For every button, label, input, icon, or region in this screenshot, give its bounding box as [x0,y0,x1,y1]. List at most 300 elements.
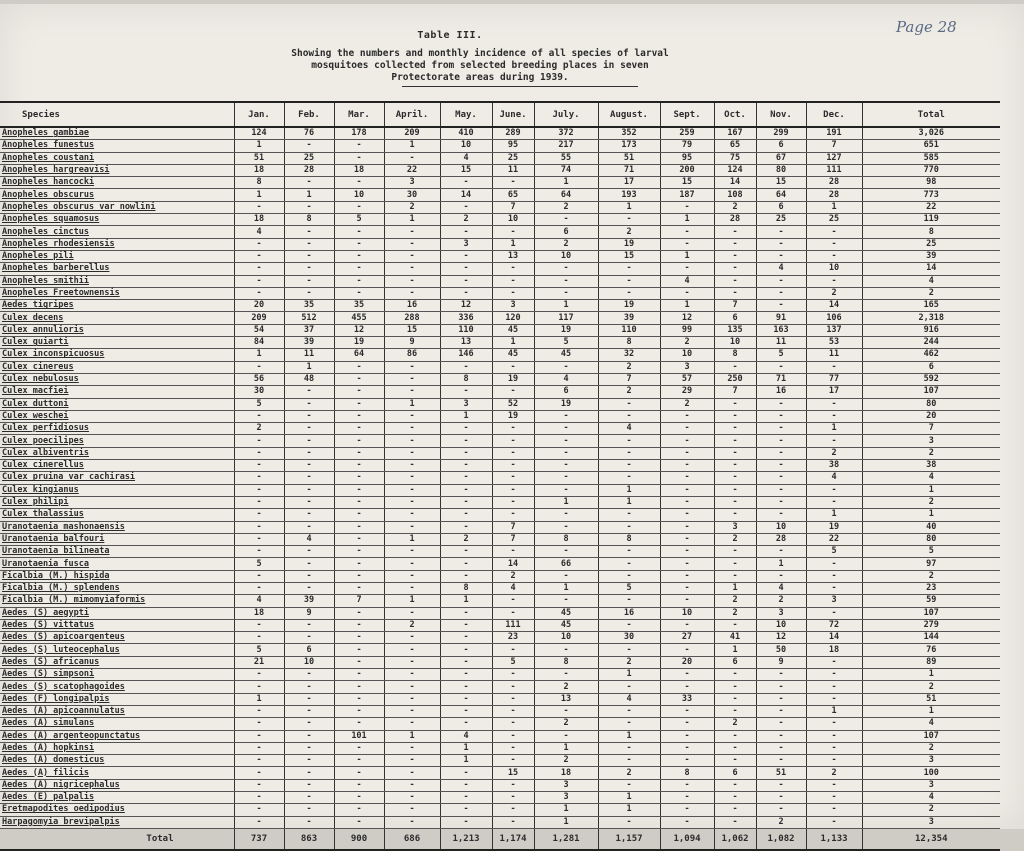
column-total-cell: 1,062 [714,828,756,850]
month-count-cell: - [234,275,284,287]
month-count-cell: 1 [384,398,440,410]
month-count-cell: 23 [492,632,534,644]
month-count-cell: - [334,669,384,681]
month-count-cell: - [284,496,334,508]
month-count-cell: - [384,607,440,619]
month-count-cell: - [334,582,384,594]
month-count-cell: - [756,693,806,705]
species-name: Aedes (A) simulans [2,718,95,729]
month-count-cell: - [660,669,714,681]
month-count-cell: 18 [234,214,284,226]
month-count-cell: 71 [756,373,806,385]
month-count-cell: 2 [534,201,598,213]
month-count-cell: - [756,496,806,508]
month-count-cell: - [806,582,862,594]
month-count-cell: - [234,792,284,804]
month-count-cell: - [492,705,534,717]
month-count-cell: - [384,693,440,705]
row-total-cell: 89 [862,656,1000,668]
month-count-cell: 259 [660,127,714,140]
month-count-cell: 28 [714,214,756,226]
month-count-cell: - [806,484,862,496]
month-count-cell: - [534,730,598,742]
month-count-cell: 2 [234,423,284,435]
month-count-cell: 2 [440,533,492,545]
species-name-cell [0,521,234,533]
species-name: Aedes (S) apicoargenteus [2,632,125,643]
month-count-cell: 372 [534,127,598,140]
month-count-cell: 66 [534,558,598,570]
table-row [0,619,1000,631]
month-count-cell: - [492,644,534,656]
month-count-cell: 5 [492,656,534,668]
species-name: Culex inconspicuosus [2,349,105,360]
month-count-cell: 15 [660,177,714,189]
month-count-cell: 2 [756,595,806,607]
month-count-cell: - [534,595,598,607]
month-count-cell: - [534,460,598,472]
month-count-cell: - [756,275,806,287]
table-row [0,816,1000,828]
species-name-cell [0,742,234,754]
species-name: Culex thalassius [2,509,84,520]
month-count-cell: - [756,509,806,521]
month-count-cell: - [492,742,534,754]
month-count-cell: 2 [598,656,660,668]
month-count-cell: 2 [384,201,440,213]
table-row [0,632,1000,644]
month-count-cell: - [440,656,492,668]
month-count-cell: - [234,410,284,422]
month-count-cell: - [284,435,334,447]
table-row [0,742,1000,754]
row-total-cell: 76 [862,644,1000,656]
month-count-cell: 55 [534,152,598,164]
month-count-cell: - [234,546,284,558]
month-count-cell: 146 [440,349,492,361]
month-count-cell: - [284,177,334,189]
month-count-cell: 13 [492,250,534,262]
month-count-cell: 1 [440,410,492,422]
month-count-cell: - [598,742,660,754]
month-count-cell: 2 [714,533,756,545]
month-count-cell: - [756,570,806,582]
month-count-cell: 137 [806,324,862,336]
total-row [0,828,1000,850]
month-count-cell: 1 [492,238,534,250]
month-count-cell: 20 [660,656,714,668]
month-count-cell: 11 [284,349,334,361]
month-count-cell: - [660,742,714,754]
month-count-cell: - [284,521,334,533]
table-row [0,361,1000,373]
month-count-cell: - [384,447,440,459]
month-count-cell: - [234,263,284,275]
month-count-cell: 178 [334,127,384,140]
species-table [0,103,1000,851]
month-count-cell: - [284,226,334,238]
month-count-cell: - [534,214,598,226]
month-count-cell: 1 [598,496,660,508]
month-count-cell: - [598,681,660,693]
month-count-cell: 30 [384,189,440,201]
month-count-cell: 28 [284,164,334,176]
row-total-cell: 165 [862,300,1000,312]
table-title: Table III. [417,30,483,41]
species-name-cell [0,460,234,472]
month-count-cell: - [334,632,384,644]
month-count-cell: 1 [384,730,440,742]
species-name-cell [0,287,234,299]
month-count-cell: - [660,595,714,607]
species-name-cell [0,718,234,730]
month-count-cell: - [384,373,440,385]
month-count-cell: - [534,644,598,656]
month-count-cell: - [756,238,806,250]
month-count-cell: - [284,423,334,435]
table-row [0,656,1000,668]
month-count-cell: - [660,521,714,533]
month-count-cell: - [440,435,492,447]
row-total-cell: 585 [862,152,1000,164]
month-count-cell: - [334,816,384,828]
species-name-cell [0,644,234,656]
month-count-cell: - [714,472,756,484]
row-total-cell: 8 [862,226,1000,238]
month-count-cell: - [492,669,534,681]
table-row [0,164,1000,176]
month-count-cell: 1 [534,804,598,816]
month-count-cell: - [534,546,598,558]
table-subtitle [250,48,710,84]
row-total-cell: 3 [862,779,1000,791]
month-count-cell: - [384,767,440,779]
month-count-cell: 12 [440,300,492,312]
month-count-cell: 8 [598,337,660,349]
month-count-cell: - [384,152,440,164]
month-count-cell: - [334,804,384,816]
month-count-cell: - [756,300,806,312]
month-count-cell: 25 [284,152,334,164]
row-total-cell: 3 [862,755,1000,767]
month-count-cell: 1 [492,337,534,349]
month-count-cell: 299 [756,127,806,140]
month-count-cell: 1 [284,361,334,373]
month-count-cell: - [334,533,384,545]
month-count-cell: - [334,226,384,238]
month-count-cell: - [334,767,384,779]
table-row [0,152,1000,164]
month-count-cell: - [234,447,284,459]
table-row [0,386,1000,398]
month-count-cell: 67 [756,152,806,164]
column-header: Total [862,103,1000,127]
month-count-cell: - [806,570,862,582]
species-name-cell [0,386,234,398]
month-count-cell: - [534,570,598,582]
month-count-cell: 1 [660,214,714,226]
month-count-cell: - [660,435,714,447]
month-count-cell: - [334,742,384,754]
month-count-cell: - [440,226,492,238]
table-row [0,275,1000,287]
month-count-cell: - [334,558,384,570]
month-count-cell: - [284,804,334,816]
month-count-cell: - [756,361,806,373]
species-name-cell [0,312,234,324]
month-count-cell: 5 [234,644,284,656]
month-count-cell: - [714,558,756,570]
month-count-cell: 86 [384,349,440,361]
month-count-cell: 19 [806,521,862,533]
month-count-cell: 8 [534,533,598,545]
month-count-cell: - [234,361,284,373]
month-count-cell: - [660,496,714,508]
month-count-cell: 10 [714,337,756,349]
species-name-cell [0,349,234,361]
month-count-cell: 5 [334,214,384,226]
species-name: Aedes (F) longipalpis [2,693,110,704]
month-count-cell: 6 [534,226,598,238]
month-count-cell: - [440,546,492,558]
month-count-cell: 2 [660,398,714,410]
month-count-cell: - [756,742,806,754]
month-count-cell: 7 [492,521,534,533]
species-name-cell [0,705,234,717]
month-count-cell: - [660,558,714,570]
month-count-cell: - [660,582,714,594]
month-count-cell: 16 [756,386,806,398]
column-header: Dec. [806,103,862,127]
month-count-cell: - [384,472,440,484]
month-count-cell: - [714,730,756,742]
month-count-cell: - [714,410,756,422]
table-footer [0,828,1000,850]
table-row [0,755,1000,767]
month-count-cell: - [284,779,334,791]
month-count-cell: 30 [598,632,660,644]
month-count-cell: 10 [660,349,714,361]
month-count-cell: - [334,570,384,582]
month-count-cell: - [534,361,598,373]
species-name: Aedes (S) scatophagoides [2,681,125,692]
month-count-cell: 2 [714,201,756,213]
month-count-cell: 3 [384,177,440,189]
month-count-cell: 19 [598,238,660,250]
month-count-cell: 200 [660,164,714,176]
row-total-cell: 80 [862,533,1000,545]
month-count-cell: - [660,460,714,472]
month-count-cell: 2 [806,287,862,299]
month-count-cell: 1 [534,816,598,828]
month-count-cell: 50 [756,644,806,656]
month-count-cell: - [492,484,534,496]
month-count-cell: - [492,263,534,275]
month-count-cell: - [714,250,756,262]
month-count-cell: - [598,570,660,582]
month-count-cell: - [334,140,384,152]
month-count-cell: - [806,398,862,410]
table-row [0,250,1000,262]
month-count-cell: 3 [660,361,714,373]
column-header: Feb. [284,103,334,127]
month-count-cell: 163 [756,324,806,336]
table-row [0,509,1000,521]
month-count-cell: - [334,755,384,767]
column-total-cell: 1,133 [806,828,862,850]
month-count-cell: 25 [806,214,862,226]
month-count-cell: - [284,619,334,631]
row-total-cell: 38 [862,460,1000,472]
month-count-cell: - [598,816,660,828]
table-row [0,226,1000,238]
species-name: Culex guiarti [2,337,69,348]
row-total-cell: 3,026 [862,127,1000,140]
month-count-cell: - [756,792,806,804]
month-count-cell: 191 [806,127,862,140]
handwritten-page-note: Page 28 [896,18,957,36]
month-count-cell: - [284,250,334,262]
month-count-cell: 3 [534,792,598,804]
table-row [0,435,1000,447]
month-count-cell: 3 [492,300,534,312]
month-count-cell: - [534,669,598,681]
month-count-cell: - [334,619,384,631]
month-count-cell: - [492,718,534,730]
month-count-cell: 8 [440,373,492,385]
month-count-cell: - [714,275,756,287]
column-total-cell: 1,094 [660,828,714,850]
month-count-cell: 209 [234,312,284,324]
month-count-cell: - [756,779,806,791]
species-name-cell [0,238,234,250]
month-count-cell: 250 [714,373,756,385]
month-count-cell: - [440,201,492,213]
month-count-cell: 108 [714,189,756,201]
month-count-cell: 4 [234,226,284,238]
species-name-cell [0,127,234,140]
month-count-cell: - [598,546,660,558]
species-name-cell [0,201,234,213]
column-total-cell: 1,174 [492,828,534,850]
month-count-cell: 410 [440,127,492,140]
month-count-cell: - [534,521,598,533]
column-total-cell: 1,082 [756,828,806,850]
month-count-cell: 65 [714,140,756,152]
month-count-cell: 64 [334,349,384,361]
month-count-cell: 10 [492,214,534,226]
month-count-cell: 9 [384,337,440,349]
species-name: Anopheles cinctus [2,226,89,237]
month-count-cell: - [334,681,384,693]
row-total-cell: 59 [862,595,1000,607]
row-total-cell: 22 [862,201,1000,213]
document-page [0,4,1024,844]
month-count-cell: - [334,779,384,791]
column-header: Jan. [234,103,284,127]
species-name: Harpagomyia brevipalpis [2,816,120,827]
month-count-cell: 5 [234,398,284,410]
table-row [0,447,1000,459]
row-total-cell: 592 [862,373,1000,385]
month-count-cell: - [492,472,534,484]
month-count-cell: - [806,718,862,730]
month-count-cell: - [806,558,862,570]
month-count-cell: - [234,755,284,767]
month-count-cell: 27 [660,632,714,644]
month-count-cell: - [660,263,714,275]
month-count-cell: - [660,226,714,238]
column-total-cell: 900 [334,828,384,850]
month-count-cell: 74 [534,164,598,176]
month-count-cell: - [234,570,284,582]
month-count-cell: - [234,496,284,508]
species-name-cell [0,361,234,373]
row-total-cell: 40 [862,521,1000,533]
species-name-cell [0,472,234,484]
month-count-cell: 35 [334,300,384,312]
month-count-cell: - [334,705,384,717]
month-count-cell: - [284,742,334,754]
month-count-cell: 6 [714,312,756,324]
month-count-cell: 51 [598,152,660,164]
month-count-cell: 7 [334,595,384,607]
month-count-cell: - [284,570,334,582]
month-count-cell: 11 [756,337,806,349]
species-name-cell [0,177,234,189]
table-row [0,312,1000,324]
table-row [0,521,1000,533]
month-count-cell: 6 [756,140,806,152]
month-count-cell: 76 [284,127,334,140]
month-count-cell: 1 [806,201,862,213]
month-count-cell: - [284,398,334,410]
month-count-cell: 3 [534,779,598,791]
row-total-cell: 7 [862,423,1000,435]
month-count-cell: - [234,779,284,791]
column-total-cell: 1,157 [598,828,660,850]
subtitle-line: mosquitoes collected from selected breeding places in seven [311,60,649,71]
month-count-cell: - [660,570,714,582]
month-count-cell: 14 [806,300,862,312]
month-count-cell: - [384,681,440,693]
month-count-cell: - [492,423,534,435]
month-count-cell: 45 [534,619,598,631]
species-name: Aedes (S) vittatus [2,620,95,631]
row-total-cell: 770 [862,164,1000,176]
month-count-cell: 51 [756,767,806,779]
month-count-cell: - [714,398,756,410]
month-count-cell: 512 [284,312,334,324]
row-total-cell: 2 [862,742,1000,754]
month-count-cell: - [598,275,660,287]
table-row [0,595,1000,607]
month-count-cell: - [534,287,598,299]
column-header: Mar. [334,103,384,127]
month-count-cell: - [492,607,534,619]
month-count-cell: - [534,275,598,287]
species-name: Anopheles hargreavisi [2,165,110,176]
month-count-cell: - [284,201,334,213]
month-count-cell: - [234,669,284,681]
month-count-cell: - [284,140,334,152]
species-name: Uranotaenia balfouri [2,533,105,544]
species-name-cell [0,582,234,594]
month-count-cell: 64 [756,189,806,201]
month-count-cell: - [440,484,492,496]
month-count-cell: - [384,509,440,521]
month-count-cell: - [714,509,756,521]
